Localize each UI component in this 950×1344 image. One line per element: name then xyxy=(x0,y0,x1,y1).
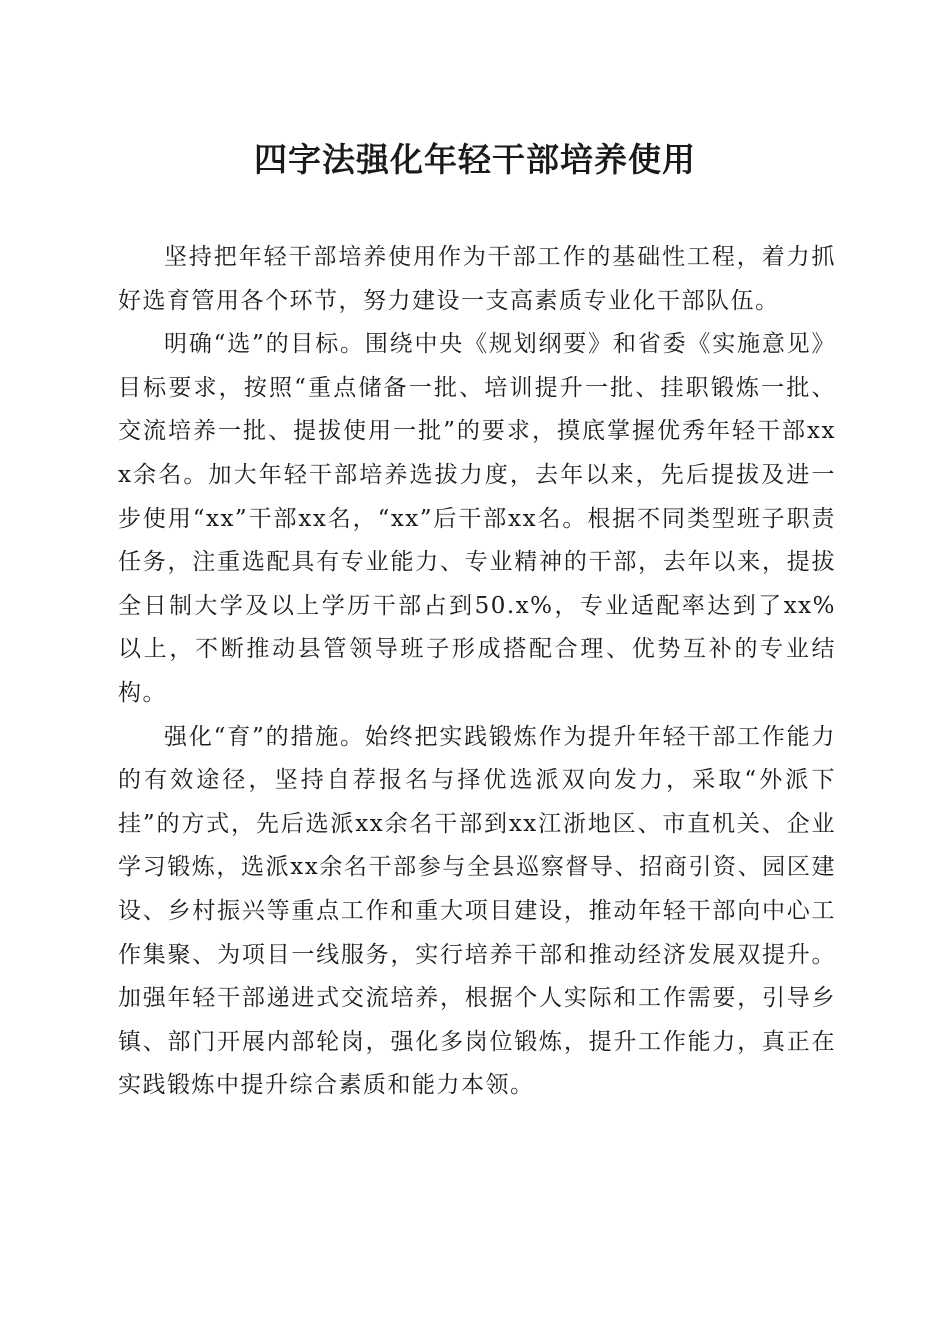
paragraph-cultivate: 强化“育”的措施。始终把实践锻炼作为提升年轻干部工作能力的有效途径，坚持自荐报名与择优选派双向发力，采取“外派下挂”的方式，先后选派xx余名干部到xx江浙地区、市直机关、企业学习锻炼，选派xx余名干部参与全县巡察督导、招商引资、园区建设、乡村振兴等重点工作和重大项目建设，推动年轻干部向中心工作集聚、为项目一线服务，实行培养干部和推动经济发展双提升。加强年轻干部递进式交流培养，根据个人实际和工作需要，引导乡镇、部门开展内部轮岗，强化多岗位锻炼，提升工作能力，真正在实践锻炼中提升综合素质和能力本领。 xyxy=(118,723,836,1099)
document-body xyxy=(118,236,836,1108)
document-title: 四字法强化年轻干部培养使用 xyxy=(254,140,696,179)
paragraph-intro: 坚持把年轻干部培养使用作为干部工作的基础性工程，着力抓好选育管用各个环节，努力建设一支高素质专业化干部队伍。 xyxy=(118,244,836,314)
paragraph-select: 明确“选”的目标。围绕中央《规划纲要》和省委《实施意见》目标要求，按照“重点储备一批、培训提升一批、挂职锻炼一批、交流培养一批、提拔使用一批”的要求，摸底掌握优秀年轻干部xxx余名。加大年轻干部培养选拔力度，去年以来，先后提拔及进一步使用“xx”干部xx名，“xx”后干部xx名。根据不同类型班子职责任务，注重选配具有专业能力、专业精神的干部，去年以来，提拔全日制大学及以上学历干部占到50.x%，专业适配率达到了xx%以上，不断推动县管领导班子形成搭配合理、优势互补的专业结构。 xyxy=(118,331,836,706)
